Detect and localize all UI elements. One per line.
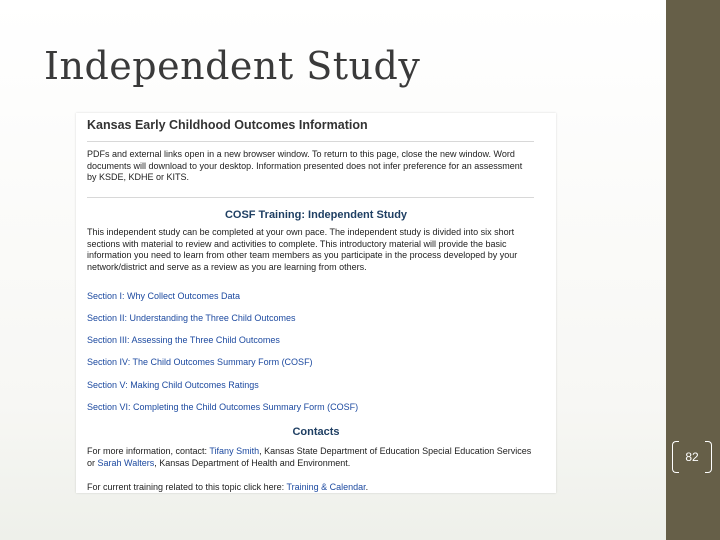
intro-text: PDFs and external links open in a new browser window. To return to this page, close the new window. Word documents will download to your desktop. Information presented does not infer preference for an assessment by KSDE, KDHE or KITS. — [87, 149, 523, 182]
embedded-web-page — [76, 113, 556, 493]
slide-title: Independent Study — [44, 44, 421, 88]
training-suffix: . — [365, 482, 369, 492]
section-body: This independent study can be completed at your own pace. The independent study is divided into six short sections with material to review and activities to complete. This introductory material will provide the basic information you need to learn from other team members as you participate in the process developed by your network/district and serve as a review as you are learning from others. — [87, 227, 518, 272]
link-section-4[interactable]: Section IV: The Child Outcomes Summary Form (COSF) — [87, 357, 313, 367]
training-text — [87, 482, 534, 494]
page-number-box — [672, 441, 712, 473]
contact-link-tifany-smith[interactable]: Tifany Smith — [209, 446, 260, 456]
link-section-3[interactable]: Section III: Assessing the Three Child Outcomes — [87, 335, 280, 345]
link-section-5[interactable]: Section V: Making Child Outcomes Ratings — [87, 380, 259, 390]
link-section-6[interactable]: Section VI: Completing the Child Outcomes Summary Form (COSF) — [87, 402, 359, 412]
divider — [87, 197, 534, 198]
page-heading: Kansas Early Childhood Outcomes Information — [87, 118, 368, 132]
contacts-text — [87, 446, 534, 469]
link-section-2[interactable]: Section II: Understanding the Three Child Outcomes — [87, 313, 296, 323]
training-calendar-link[interactable]: Training & Calendar — [286, 482, 366, 492]
right-bracket — [705, 441, 712, 473]
contact2-description: , Kansas Department of Health and Environment. — [154, 457, 351, 468]
contacts-title: Contacts — [292, 426, 340, 438]
divider — [87, 141, 534, 142]
left-bracket — [672, 441, 679, 473]
contact-link-sarah-walters[interactable]: Sarah Walters — [97, 457, 155, 468]
page-number: 82 — [685, 450, 699, 464]
contact1-description: , Kansas State Department of Education Special Education Services or — [87, 446, 532, 468]
link-section-1[interactable]: Section I: Why Collect Outcomes Data — [87, 291, 241, 301]
section-title: COSF Training: Independent Study — [224, 209, 408, 221]
training-prefix: For current training related to this topic click here: — [87, 482, 287, 492]
contacts-prefix: For more information, contact: — [87, 446, 210, 456]
